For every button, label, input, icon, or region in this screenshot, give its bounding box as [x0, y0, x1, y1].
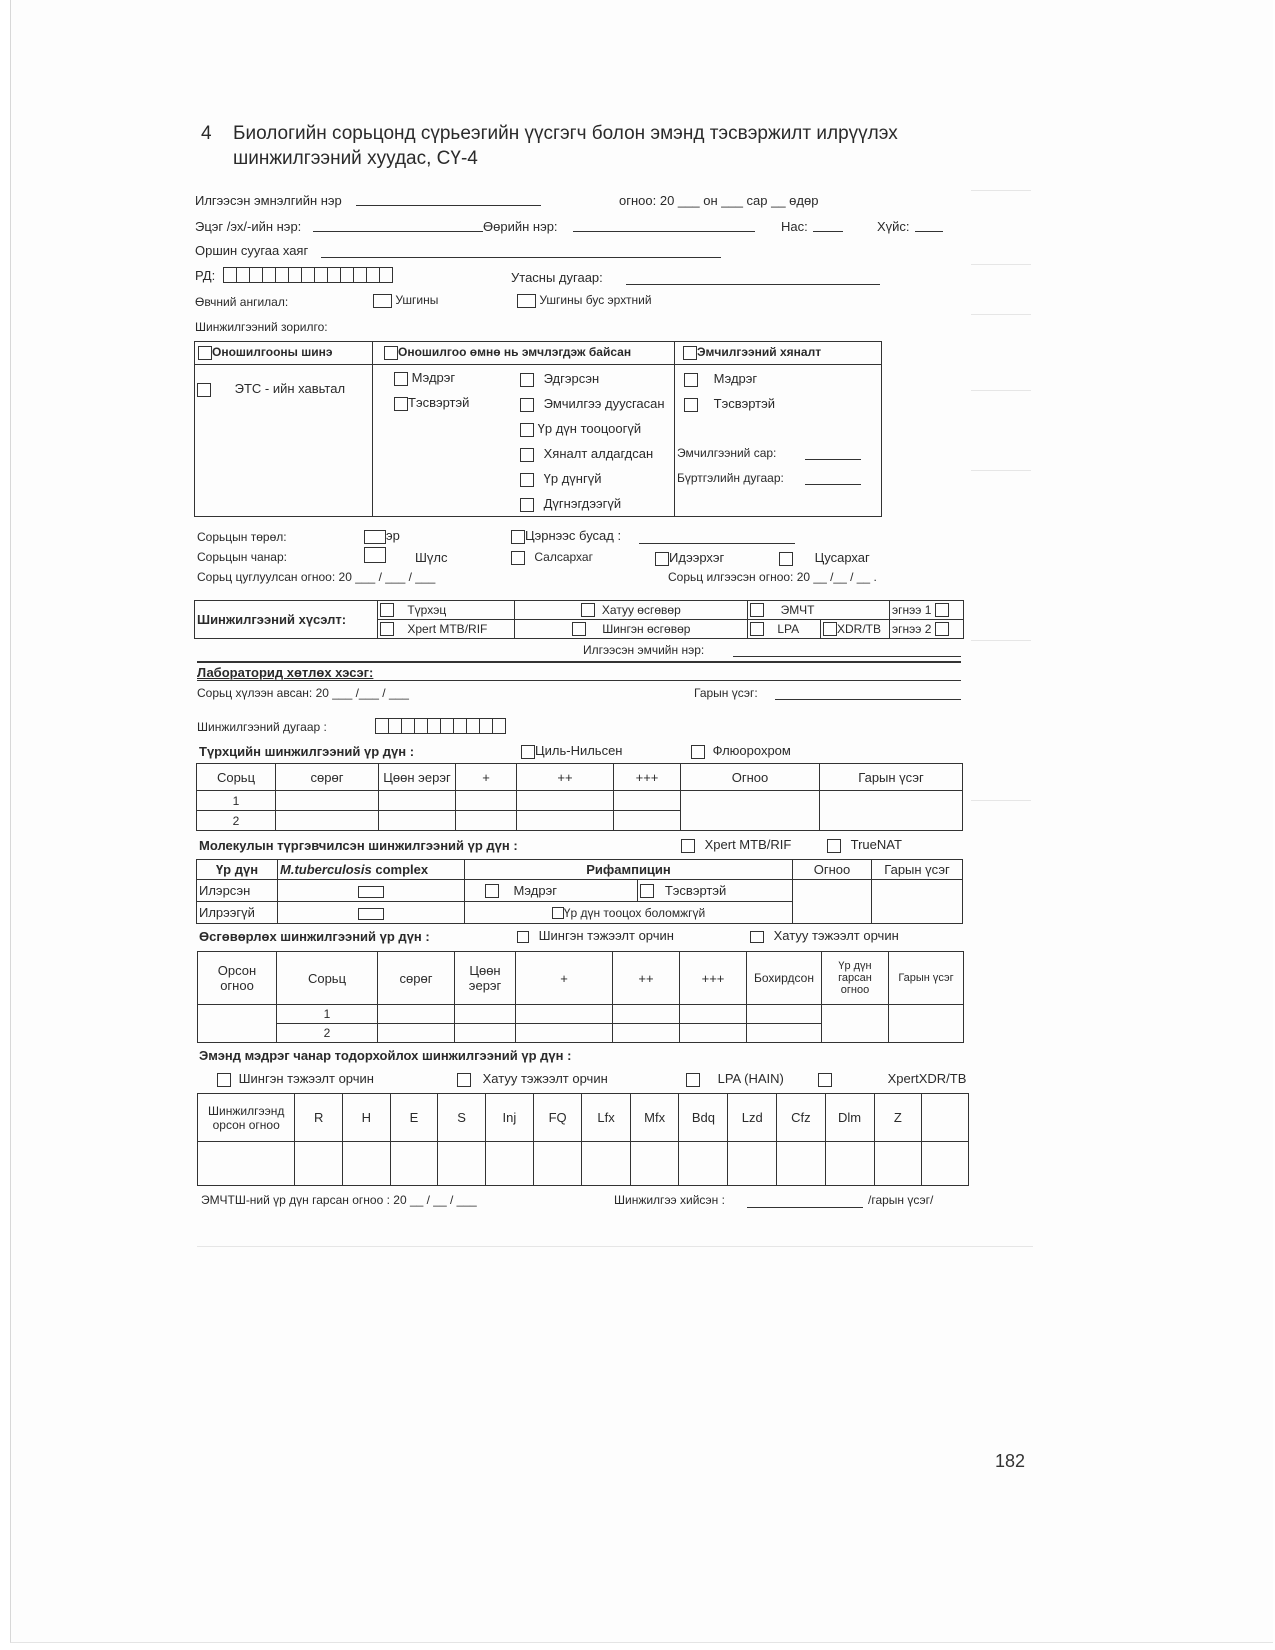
sputum-label: эр	[386, 528, 400, 543]
culture-h-signature: Гарын үсэг	[889, 952, 964, 1005]
lost-label: Хяналт алдагдсан	[543, 446, 654, 461]
culture-title: Өсгөвөрлөх шинжилгээний үр дүн :	[199, 929, 430, 944]
purpose-label: Шинжилгээний зорилго:	[195, 320, 328, 334]
culture-h-1plus: +	[516, 952, 613, 1005]
liquid-culture-label: Шингэн өсгөвөр	[602, 621, 691, 636]
cell[interactable]	[456, 811, 517, 831]
signature-suffix: /гарын үсэг/	[868, 1193, 934, 1207]
microscopy-label: Түрхэц	[407, 602, 447, 617]
dst-drug-header: Z	[874, 1094, 922, 1142]
culture-row-2: 2	[277, 1024, 378, 1043]
sputum-option	[364, 528, 400, 544]
contact-checkbox[interactable]	[197, 383, 211, 397]
truenat-checkbox[interactable]	[827, 839, 841, 853]
dst-drug-cell[interactable]	[728, 1142, 777, 1186]
culture-h-specimen: Сорьц	[277, 952, 378, 1005]
failed-label: Үр дүнгүй	[543, 471, 602, 486]
dst-xpert-xdr-option	[818, 1071, 966, 1087]
cell[interactable]	[378, 1005, 455, 1024]
margin-line	[971, 314, 1031, 315]
mol-not-detected-box-cell	[278, 902, 465, 924]
dst-drug-header: Inj	[485, 1094, 533, 1142]
purulent-checkbox[interactable]	[655, 552, 669, 566]
other-specimen-field[interactable]	[639, 543, 795, 544]
cell[interactable]	[614, 791, 681, 811]
date-label: огноо: 20 ___ он ___ сар __ өдөр	[619, 193, 819, 208]
lpa-label: LPA	[777, 621, 800, 636]
title-line-1: Биологийн сорьцонд сүрьеэгийн үүсгэгч болон эмэнд тэсвэржилт илрүүлэх	[233, 123, 898, 144]
lab-section-label: Лабораторид хөтлөх хэсэг:	[197, 665, 374, 680]
request-dst	[748, 601, 890, 620]
request-line2	[890, 620, 964, 639]
mol-date-cell[interactable]	[793, 880, 872, 924]
new-diagnosis-label: Оношилгооны шинэ	[212, 345, 333, 359]
treatment-monitoring-label: Эмчилгээний хяналт	[697, 345, 822, 359]
margin-line	[971, 800, 1031, 801]
extrapulmonary-checkbox[interactable]	[517, 294, 536, 308]
request-line1	[890, 601, 964, 620]
rif-sensitive-cell	[465, 880, 638, 902]
hospital-label: Илгээсэн эмнэлгийн нэр	[195, 193, 342, 208]
other-specimen-option	[511, 528, 621, 544]
culture-solid-option	[750, 928, 899, 943]
dst-drug-cell[interactable]	[485, 1142, 533, 1186]
mol-h-mtb	[278, 860, 465, 880]
purpose-col1-header	[198, 345, 333, 360]
smear-row-1: 1	[197, 791, 276, 811]
mol-xpert-label: Xpert MTB/RIF	[704, 837, 792, 852]
request-xdr	[821, 620, 890, 639]
smear-row-2: 2	[197, 811, 276, 831]
line2-label: эгнээ 2	[892, 621, 932, 636]
specimen-type-label: Сорьцын төрөл:	[197, 530, 287, 544]
completed-checkbox[interactable]	[520, 398, 534, 412]
solid-culture-checkbox[interactable]	[581, 603, 595, 617]
mol-signature-cell[interactable]	[872, 880, 963, 924]
hospital-field[interactable]	[356, 205, 541, 206]
contact-label: ЭТС - ийн хавьтал	[234, 381, 346, 396]
fluoro-label: Флюорохром	[712, 743, 791, 758]
culture-signature-cell[interactable]	[889, 1005, 964, 1043]
dst-lpa-checkbox[interactable]	[686, 1073, 700, 1087]
dst-drug-cell[interactable]	[825, 1142, 874, 1186]
sex-label: Хүйс:	[877, 219, 910, 234]
lpa-checkbox[interactable]	[750, 622, 764, 636]
monitor-sensitive-label: Мэдрэг	[713, 371, 758, 386]
margin-line	[971, 640, 1031, 641]
dst-label: ЭМЧТ	[780, 602, 815, 617]
dst-liquid-label: Шингэн тэжээлт орчин	[238, 1071, 374, 1086]
dst-drug-header: Lzd	[728, 1094, 777, 1142]
age-field[interactable]	[813, 231, 843, 232]
new-case-checkbox[interactable]	[373, 294, 392, 308]
cell[interactable]	[379, 791, 456, 811]
rif-indeterminate-label: Үр дүн тооцох боломжгүй	[563, 905, 706, 920]
own-name-label: Өөрийн нэр:	[483, 219, 558, 234]
dst-drug-cell[interactable]	[630, 1142, 679, 1186]
request-microscopy	[378, 601, 515, 620]
culture-liquid-option	[517, 928, 674, 943]
smear-h-scanty: Цөөн эерэг	[379, 764, 456, 791]
not-assessed-label: Дүгнэгдээгүй	[543, 496, 622, 511]
smear-h-signature: Гарын үсэг	[820, 764, 963, 791]
saliva-checkbox[interactable]	[364, 547, 386, 563]
dst-drug-cell[interactable]	[777, 1142, 826, 1186]
table-row	[198, 1005, 964, 1024]
purpose-header-divider	[194, 364, 882, 365]
dst-drug-cell[interactable]	[533, 1142, 581, 1186]
dst-solid-checkbox[interactable]	[457, 1073, 471, 1087]
bloody-option	[779, 550, 870, 566]
previously-treated-checkbox[interactable]	[384, 346, 398, 360]
dst-h-date-in: Шинжилгээнд орсон огноо	[198, 1094, 295, 1142]
liquid-culture-checkbox[interactable]	[572, 622, 586, 636]
mol-h-date: Огноо	[793, 860, 872, 880]
dst-liquid-checkbox[interactable]	[217, 1073, 231, 1087]
purpose-col-divider-2	[674, 341, 675, 517]
culture-solid-label: Хатуу тэжээлт орчин	[773, 928, 899, 943]
smear-h-negative: сөрөг	[276, 764, 379, 791]
truenat-option	[827, 837, 902, 853]
culture-table	[197, 951, 964, 1043]
dst-drug-cell[interactable]	[679, 1142, 728, 1186]
xpert-checkbox[interactable]	[380, 622, 394, 636]
monitor-resistant	[684, 396, 775, 412]
other-specimen-label: Цэрнээс бусад :	[525, 528, 622, 543]
table-row	[198, 1142, 969, 1186]
purpose-col3-header	[683, 345, 821, 360]
request-label: Шинжилгээний хүсэлт:	[195, 601, 378, 639]
other-specimen-checkbox[interactable]	[511, 530, 525, 544]
dst-date-cell[interactable]	[198, 1142, 295, 1186]
monitor-resistant-label: Тэсвэртэй	[713, 396, 776, 411]
sex-field[interactable]	[915, 231, 943, 232]
lab-rule	[197, 680, 961, 681]
cell[interactable]	[747, 1024, 822, 1043]
request-solid-culture	[515, 601, 748, 620]
fluoro-option	[691, 743, 791, 759]
dst-drug-header: Dlm	[825, 1094, 874, 1142]
table-row	[197, 791, 963, 811]
cell[interactable]	[516, 1024, 613, 1043]
table-row	[197, 880, 963, 902]
mucoid-option	[511, 550, 593, 565]
dst-drug-header: Mfx	[630, 1094, 679, 1142]
margin-line	[971, 190, 1031, 191]
prev-sensitive-option	[394, 370, 455, 386]
rif-sensitive-checkbox[interactable]	[485, 884, 499, 898]
line1-label: эгнээ 1	[892, 602, 932, 617]
smear-h-specimen: Сорьц	[197, 764, 276, 791]
molecular-title: Молекулын түргэвчилсэн шинжилгээний үр дүн :	[199, 838, 518, 853]
mol-not-detected: Илрээгүй	[197, 902, 278, 924]
new-diagnosis-checkbox[interactable]	[198, 346, 212, 360]
culture-h-2plus: ++	[613, 952, 680, 1005]
own-name-field[interactable]	[573, 231, 755, 232]
new-case-option	[373, 293, 438, 308]
smear-date-cell[interactable]	[681, 791, 820, 831]
dst-drug-cell[interactable]	[438, 1142, 486, 1186]
cell[interactable]	[613, 1005, 680, 1024]
sent-date-label: Сорьц илгээсэн огноо: 20 __ /__ / __ .	[668, 570, 877, 584]
cell[interactable]	[378, 1024, 455, 1043]
outcome-completed	[520, 396, 674, 412]
dst-drug-cell[interactable]	[922, 1142, 969, 1186]
smear-title: Түрхцийн шинжилгээний үр дүн :	[199, 744, 415, 759]
fluoro-checkbox[interactable]	[691, 745, 705, 759]
mol-h-sign: Гарын үсэг	[872, 860, 963, 880]
address-label: Оршин суугаа хаяг	[195, 243, 309, 258]
zn-option	[521, 743, 622, 759]
treatment-monitoring-checkbox[interactable]	[683, 346, 697, 360]
smear-h-1plus: +	[456, 764, 517, 791]
phone-field[interactable]	[626, 284, 880, 285]
purulent-option	[655, 550, 724, 566]
lab-signature-field[interactable]	[775, 699, 961, 700]
culture-h-date-in: Орсон огноо	[198, 952, 277, 1005]
mol-h-mtb-italic: M.tuberculosis	[280, 862, 372, 877]
treatment-month-field[interactable]	[805, 459, 861, 460]
culture-date-in-cell[interactable]	[198, 1005, 277, 1043]
lost-checkbox[interactable]	[520, 448, 534, 462]
cell[interactable]	[517, 811, 614, 831]
rd-label: РД:	[195, 268, 216, 283]
test-no-boxes[interactable]	[375, 718, 505, 739]
outcome-failed	[520, 471, 601, 487]
performed-label: Шинжилгээ хийсэн :	[614, 1193, 725, 1207]
dst-xpert-xdr-checkbox[interactable]	[818, 1073, 832, 1087]
saliva-box-wrap	[364, 546, 386, 564]
cell[interactable]	[516, 1005, 613, 1024]
cell[interactable]	[747, 1005, 822, 1024]
dst-liquid-option	[217, 1071, 374, 1087]
dst-solid-option	[457, 1071, 608, 1087]
saliva-label: Шүлс	[415, 550, 448, 565]
dst-drug-header: Lfx	[582, 1094, 630, 1142]
dst-xpert-xdr-label: XpertXDR/TB	[887, 1071, 967, 1086]
cell[interactable]	[456, 791, 517, 811]
request-liquid-culture	[515, 620, 748, 639]
not-evaluated-label: Үр дүн тооцоогүй	[537, 421, 642, 436]
performed-field[interactable]	[747, 1207, 863, 1208]
culture-liquid-checkbox[interactable]	[517, 931, 529, 943]
rif-resistant-checkbox[interactable]	[640, 884, 654, 898]
dst-result-date-label: ЭМЧТШ-ний үр дүн гарсан огноо : 20 __ / __ / ___	[201, 1193, 477, 1207]
line1-checkbox[interactable]	[935, 603, 949, 617]
cell[interactable]	[680, 1024, 747, 1043]
cured-checkbox[interactable]	[520, 373, 534, 387]
culture-h-negative: сөрөг	[378, 952, 455, 1005]
rif-indeterminate-cell	[465, 902, 793, 924]
test-no-label: Шинжилгээний дугаар :	[197, 720, 327, 734]
monitor-sensitive-checkbox[interactable]	[684, 373, 698, 387]
cured-label: Эдгэрсэн	[543, 371, 600, 386]
margin-line	[971, 264, 1031, 265]
bottom-faint-line	[197, 1246, 1033, 1247]
zn-label: Циль-Нильсен	[535, 743, 623, 758]
mol-xpert-checkbox[interactable]	[681, 839, 695, 853]
cell[interactable]	[379, 811, 456, 831]
mol-h-rif: Рифампицин	[465, 860, 793, 880]
lab-divider	[197, 661, 961, 663]
cell[interactable]	[455, 1005, 516, 1024]
dst-drug-cell[interactable]	[582, 1142, 630, 1186]
cell[interactable]	[276, 791, 379, 811]
cell[interactable]	[613, 1024, 680, 1043]
doctor-field[interactable]	[733, 656, 961, 657]
dst-drug-header: Cfz	[777, 1094, 826, 1142]
purpose-col-divider-1	[372, 341, 373, 517]
registration-no-label: Бүртгэлийн дугаар:	[677, 471, 784, 485]
address-field[interactable]	[321, 257, 721, 258]
dst-drug-header: Bdq	[679, 1094, 728, 1142]
rif-resistant-label: Тэсвэртэй	[664, 882, 727, 898]
rif-sensitive-label: Мэдрэг	[513, 882, 557, 898]
request-xpert	[378, 620, 515, 639]
document-page	[10, 0, 1273, 1643]
dst-drug-header: R	[295, 1094, 343, 1142]
dst-table	[197, 1093, 969, 1186]
culture-h-3plus: +++	[680, 952, 747, 1005]
previously-treated-label: Оношилгоо өмнө нь эмчлэгдэж байсан	[398, 345, 632, 359]
mucoid-checkbox[interactable]	[511, 551, 525, 565]
title-line-2: шинжилгээний хуудас, СҮ-4	[233, 148, 478, 169]
cell[interactable]	[455, 1024, 516, 1043]
lab-signature-label: Гарын үсэг:	[694, 686, 758, 700]
received-date-label: Сорьц хүлээн авсан: 20 ___ /___ / ___	[197, 686, 409, 700]
collected-date-label: Сорьц цуглуулсан огноо: 20 ___ / ___ / ___	[197, 570, 436, 584]
smear-h-2plus: ++	[517, 764, 614, 791]
detected-checkbox[interactable]	[358, 886, 384, 898]
culture-row-1: 1	[277, 1005, 378, 1024]
xpert-label: Xpert MTB/RIF	[407, 621, 488, 636]
bloody-checkbox[interactable]	[779, 552, 793, 566]
culture-h-contaminated: Бохирдсон	[747, 952, 822, 1005]
failed-checkbox[interactable]	[520, 473, 534, 487]
dst-drug-cell[interactable]	[343, 1142, 391, 1186]
xdr-label: XDR/TB	[837, 621, 882, 636]
new-case-label: Ушгины	[395, 293, 439, 307]
sputum-checkbox[interactable]	[364, 530, 386, 544]
margin-line	[971, 470, 1031, 471]
truenat-label: TrueNAT	[850, 837, 902, 852]
solid-culture-label: Хатуу өсгөвөр	[601, 602, 681, 617]
outcome-not-evaluated	[520, 421, 641, 437]
rd-boxes[interactable]	[223, 267, 392, 288]
dst-title: Эмэнд мэдрэг чанар тодорхойлох шинжилгээний үр дүн :	[199, 1048, 572, 1063]
culture-h-scanty: Цөөн эерэг	[455, 952, 516, 1005]
completed-label: Эмчилгээ дуусгасан	[543, 396, 665, 411]
prev-resistant-option	[394, 395, 469, 411]
prev-sensitive-label: Мэдрэг	[411, 370, 456, 385]
dst-drug-header: S	[438, 1094, 486, 1142]
culture-result-date-cell[interactable]	[822, 1005, 889, 1043]
cell[interactable]	[276, 811, 379, 831]
dst-drug-cell[interactable]	[874, 1142, 922, 1186]
parent-name-label: Эцэг /эх/-ийн нэр:	[195, 219, 302, 234]
dst-lpa-option	[686, 1071, 784, 1087]
dst-header-row	[198, 1094, 969, 1142]
purpose-col2-header	[384, 345, 631, 360]
culture-solid-checkbox[interactable]	[750, 931, 764, 943]
cell[interactable]	[614, 811, 681, 831]
extrapulmonary-label: Ушгины бус эрхтний	[539, 293, 652, 307]
margin-line	[971, 390, 1031, 391]
xdr-checkbox[interactable]	[823, 622, 837, 636]
mol-h-mtb-rest: complex	[371, 862, 429, 877]
dst-drug-header: E	[390, 1094, 438, 1142]
request-lpa	[748, 620, 821, 639]
dst-lpa-label: LPA (HAIN)	[717, 1071, 784, 1086]
rif-resistant-cell	[638, 880, 793, 902]
purulent-label: Идээрхэг	[669, 550, 725, 565]
monitor-sensitive	[684, 371, 757, 387]
outcome-lost	[520, 446, 653, 462]
mol-h-result: Үр дүн	[197, 860, 278, 880]
mol-detected: Илэрсэн	[197, 880, 278, 902]
dst-drug-cell[interactable]	[295, 1142, 343, 1186]
smear-h-date: Огноо	[681, 764, 820, 791]
dst-drug-header	[922, 1094, 969, 1142]
monitor-resistant-checkbox[interactable]	[684, 398, 698, 412]
extrapulmonary-option	[517, 293, 652, 308]
culture-h-result-date: Үр дүн гарсан огноо	[822, 952, 889, 1005]
line2-checkbox[interactable]	[935, 622, 949, 636]
zn-checkbox[interactable]	[521, 745, 535, 759]
title-number: 4	[201, 123, 212, 144]
smear-table	[196, 763, 963, 831]
patient-category-label: Өвчний ангилал:	[195, 295, 289, 309]
smear-signature-cell[interactable]	[820, 791, 963, 831]
treatment-month-label: Эмчилгээний сар:	[677, 446, 777, 460]
request-table	[194, 600, 964, 639]
cell[interactable]	[680, 1005, 747, 1024]
not-evaluated-checkbox[interactable]	[520, 423, 534, 437]
registration-no-field[interactable]	[805, 484, 861, 485]
doctor-label: Илгээсэн эмчийн нэр:	[583, 643, 705, 657]
dst-checkbox[interactable]	[750, 603, 764, 617]
smear-h-3plus: +++	[614, 764, 681, 791]
mol-xpert-option	[681, 837, 791, 853]
rif-indeterminate-checkbox[interactable]	[552, 907, 564, 919]
page-number: 182	[995, 1451, 1026, 1471]
parent-name-field[interactable]	[313, 231, 483, 232]
prev-sensitive-checkbox[interactable]	[394, 372, 408, 386]
prev-resistant-checkbox[interactable]	[394, 397, 408, 411]
microscopy-checkbox[interactable]	[380, 603, 394, 617]
cell[interactable]	[517, 791, 614, 811]
contact-option	[197, 381, 345, 397]
mol-detected-box-cell	[278, 880, 465, 902]
not-assessed-checkbox[interactable]	[520, 498, 534, 512]
dst-drug-header: FQ	[533, 1094, 581, 1142]
dst-drug-header: H	[343, 1094, 391, 1142]
mucoid-label: Салсархаг	[534, 550, 593, 564]
bloody-label: Цусархаг	[814, 550, 870, 565]
outcome-cured	[520, 371, 599, 387]
not-detected-checkbox[interactable]	[358, 908, 384, 920]
outcome-not-assessed	[520, 496, 621, 512]
dst-drug-cell[interactable]	[390, 1142, 438, 1186]
age-label: Нас:	[781, 219, 808, 234]
molecular-table	[196, 859, 963, 924]
phone-label: Утасны дугаар:	[511, 270, 603, 285]
culture-liquid-label: Шингэн тэжээлт орчин	[538, 928, 674, 943]
dst-solid-label: Хатуу тэжээлт орчин	[482, 1071, 608, 1086]
prev-resistant-label: Тэсвэртэй	[408, 395, 470, 410]
specimen-quality-label: Сорьцын чанар:	[197, 550, 287, 564]
